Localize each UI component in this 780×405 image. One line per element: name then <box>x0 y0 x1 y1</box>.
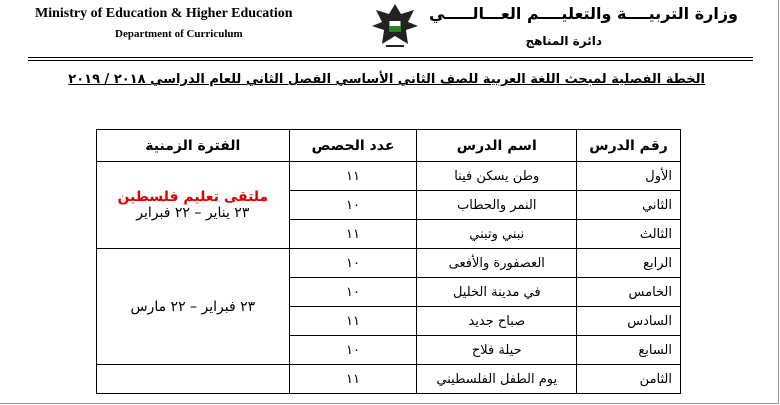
lesson-periods: ١٠ <box>289 278 417 307</box>
lesson-name: وطن يسكن فينا <box>417 162 577 191</box>
lesson-name: العصفورة والأفعى <box>417 249 577 278</box>
lesson-periods: ١٠ <box>289 249 417 278</box>
event-label: ملتقى تعليم فلسطين <box>117 189 269 205</box>
table-header-row <box>97 130 681 162</box>
lesson-periods: ١٠ <box>289 336 417 365</box>
lesson-plan-table <box>96 129 681 394</box>
lesson-periods: ١١ <box>289 307 417 336</box>
lesson-number: الأول <box>577 162 681 191</box>
table-row <box>97 249 681 278</box>
header-divider-top <box>28 57 753 58</box>
col-header-periods: عدد الحصص <box>289 130 417 162</box>
col-header-lesson-name: اسم الدرس <box>417 130 577 162</box>
ministry-name-arabic: وزارة التربيــــة والتعليــــم العـــالـــــي <box>428 4 738 23</box>
col-header-lesson-number: رقم الدرس <box>577 130 681 162</box>
lesson-periods: ١١ <box>289 220 417 249</box>
time-range-cell-1 <box>97 162 290 249</box>
department-name-arabic: دائرة المناهج <box>525 34 602 48</box>
palestine-eagle-emblem-icon <box>368 0 422 52</box>
lesson-number: الثامن <box>577 365 681 394</box>
lesson-name: نبني وتبني <box>417 220 577 249</box>
department-name-english: Department of Curriculum <box>115 28 243 40</box>
plan-title: الخطة الفصلية لمبحث اللغة العربية للصف الثاني الأساسي الفصل الثاني للعام الدراسي ٢٠١٨ / ٢٠١٩ <box>68 72 705 87</box>
lesson-number: السادس <box>577 307 681 336</box>
header-divider-bottom <box>28 60 753 61</box>
lesson-periods: ١٠ <box>289 191 417 220</box>
lesson-number: الثاني <box>577 191 681 220</box>
lesson-number: الرابع <box>577 249 681 278</box>
lesson-number: الثالث <box>577 220 681 249</box>
time-range-1: ٢٣ يناير – ٢٢ فبراير <box>136 205 250 221</box>
time-range-2: ٢٣ فبراير – ٢٢ مارس <box>130 298 256 315</box>
lesson-name: يوم الطفل الفلسطيني <box>417 365 577 394</box>
ministry-name-english: Ministry of Education & Higher Education <box>35 6 293 21</box>
table-row <box>97 162 681 191</box>
lesson-name: في مدينة الخليل <box>417 278 577 307</box>
time-range-cell-2 <box>97 249 290 365</box>
time-range-cell-3 <box>97 365 290 394</box>
lesson-periods: ١١ <box>289 365 417 394</box>
table-row <box>97 365 681 394</box>
lesson-name: حيلة فلاح <box>417 336 577 365</box>
lesson-number: السابع <box>577 336 681 365</box>
lesson-name: صباح جديد <box>417 307 577 336</box>
lesson-number: الخامس <box>577 278 681 307</box>
lesson-periods: ١١ <box>289 162 417 191</box>
lesson-name: النمر والحطاب <box>417 191 577 220</box>
col-header-time-range: الفترة الزمنية <box>97 130 290 162</box>
